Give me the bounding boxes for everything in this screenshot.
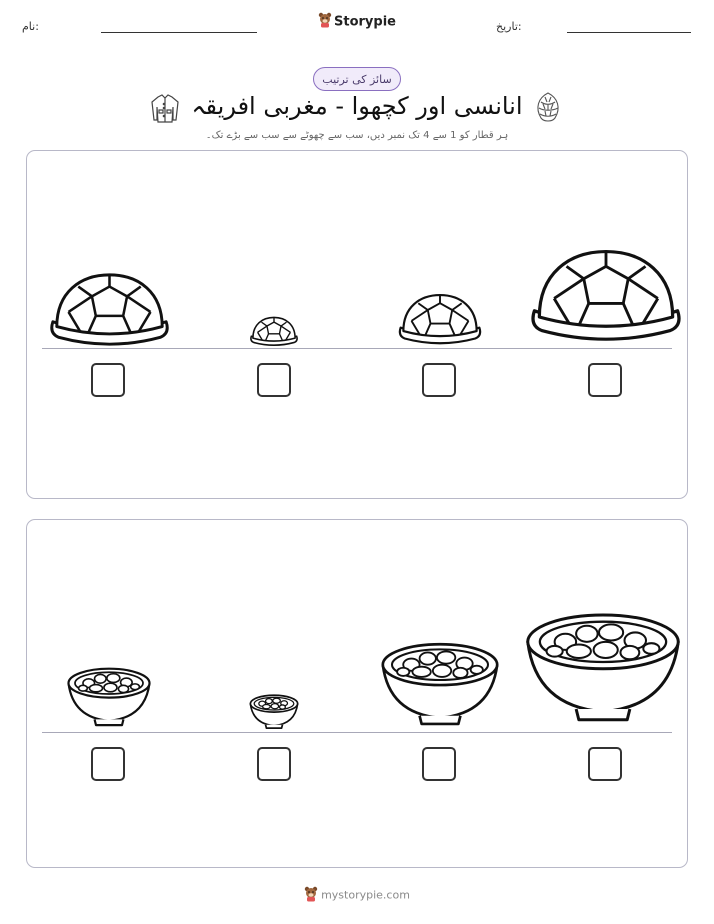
number-box[interactable] xyxy=(257,363,291,397)
baseline xyxy=(42,732,672,733)
page-title: انانسی اور کچھوا - مغربی افریقہ xyxy=(191,92,523,120)
activity-tag: سائز کی ترتیب xyxy=(313,67,401,91)
number-box[interactable] xyxy=(422,747,456,781)
number-box[interactable] xyxy=(588,363,622,397)
number-box[interactable] xyxy=(91,747,125,781)
turtle-shell-icon xyxy=(396,291,484,348)
baseline xyxy=(42,348,672,349)
food-bowl-icon xyxy=(247,690,301,730)
number-box[interactable] xyxy=(257,747,291,781)
bear-mascot-icon xyxy=(304,886,318,905)
pinecone-icon xyxy=(533,90,563,128)
footer-url[interactable]: mystorypie.com xyxy=(321,888,410,902)
date-line[interactable] xyxy=(567,32,691,33)
row-panel-turtle-shells xyxy=(26,150,688,499)
number-box[interactable] xyxy=(588,747,622,781)
bear-mascot-icon xyxy=(318,12,332,32)
brand-name: Storypie xyxy=(334,14,396,30)
food-bowl-icon xyxy=(61,660,157,728)
name-line[interactable] xyxy=(101,32,257,33)
instructions: ہر قطار کو 1 سے 4 تک نمبر دیں، سب سے چھوٹے سے سب سے بڑے تک۔ xyxy=(205,130,509,141)
brand-logo xyxy=(0,12,714,32)
food-bowl-icon xyxy=(517,596,689,728)
food-bowl-icon xyxy=(373,632,507,728)
footer xyxy=(0,886,714,905)
number-box[interactable] xyxy=(91,363,125,397)
turtle-shell-icon xyxy=(249,315,299,348)
number-box[interactable] xyxy=(422,363,456,397)
turtle-shell-icon xyxy=(47,269,172,351)
turtle-shell-icon xyxy=(527,243,685,349)
date-label: تاریخ: xyxy=(496,20,522,33)
name-label: نام: xyxy=(22,20,39,33)
row-panel-food-bowls xyxy=(26,519,688,868)
